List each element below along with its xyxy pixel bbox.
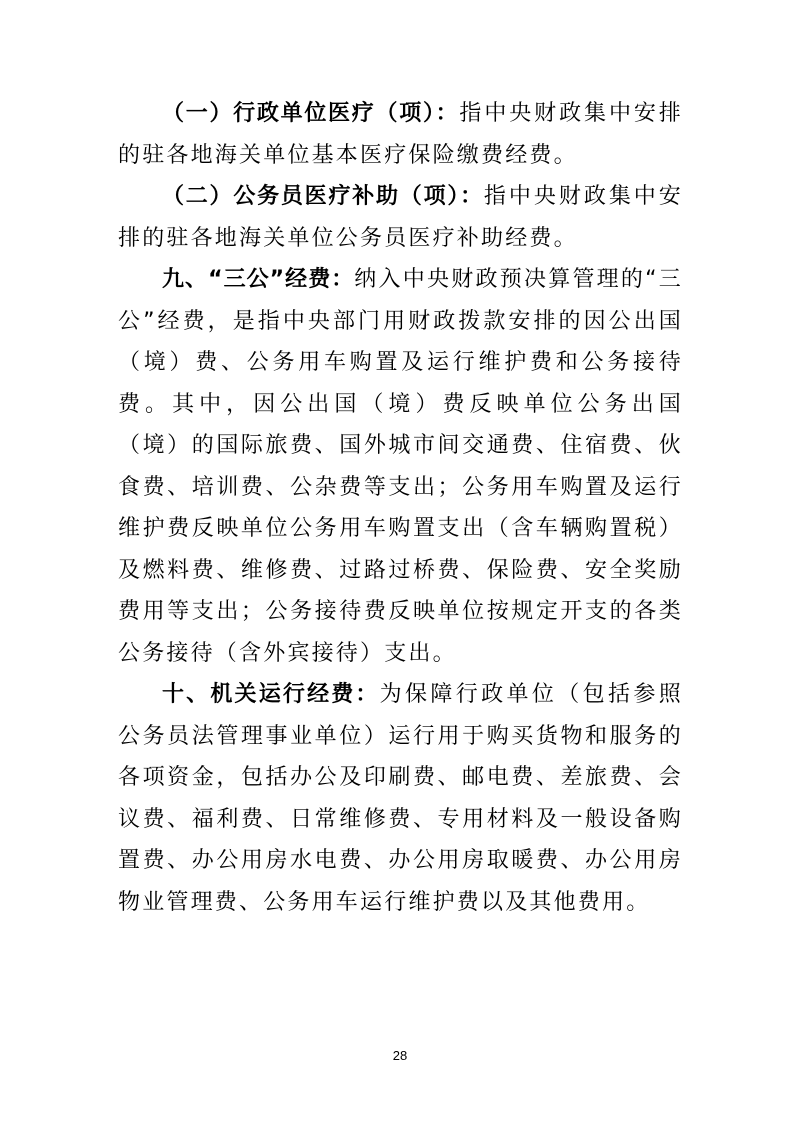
document-body — [118, 93, 683, 923]
paragraph-heading: 九、“三公”经费： — [162, 267, 355, 292]
paragraph-agency-operating-expenses — [118, 674, 683, 923]
page-number: 28 — [392, 1048, 408, 1063]
paragraph-text: 为保障行政单位（包括参照公务员法管理事业单位）运行用于购买货物和服务的各项资金，包括办公及印刷费、邮电费、差旅费、会议费、福利费、日常维修费、专用材料及一般设备购置费、办公用房水电费、办公用房取暖费、办公用房物业管理费、公务用车运行维护费以及其他费用。 — [118, 682, 683, 915]
paragraph-heading: （二）公务员医疗补助（项）： — [162, 184, 484, 209]
paragraph-text: 纳入中央财政预决算管理的“三公”经费，是指中央部门用财政拨款安排的因公出国（境）费、公务用车购置及运行维护费和公务接待费。其中，因公出国（境）费反映单位公务出国（境）的国际旅费、国外城市间交通费、住宿费、伙食费、培训费、公杂费等支出；公务用车购置及运行维护费反映单位公务用车购置支出（含车辆购置税）及燃料费、维修费、过路过桥费、保险费、安全奖励费用等支出；公务接待费反映单位按规定开支的各类公务接待（含外宾接待）支出。 — [118, 267, 683, 666]
paragraph-administrative-medical — [118, 93, 683, 176]
paragraph-civil-servant-medical-subsidy — [118, 176, 683, 259]
paragraph-heading: 十、机关运行经费： — [162, 682, 380, 707]
paragraph-three-public-expenses — [118, 259, 683, 674]
paragraph-heading: （一）行政单位医疗（项）： — [162, 101, 460, 126]
paragraph-text: 指中央财政集中安排的驻各地海关单位基本医疗保险缴费经费。 — [118, 101, 683, 168]
paragraph-text: 指中央财政集中安排的驻各地海关单位公务员医疗补助经费。 — [118, 184, 683, 251]
